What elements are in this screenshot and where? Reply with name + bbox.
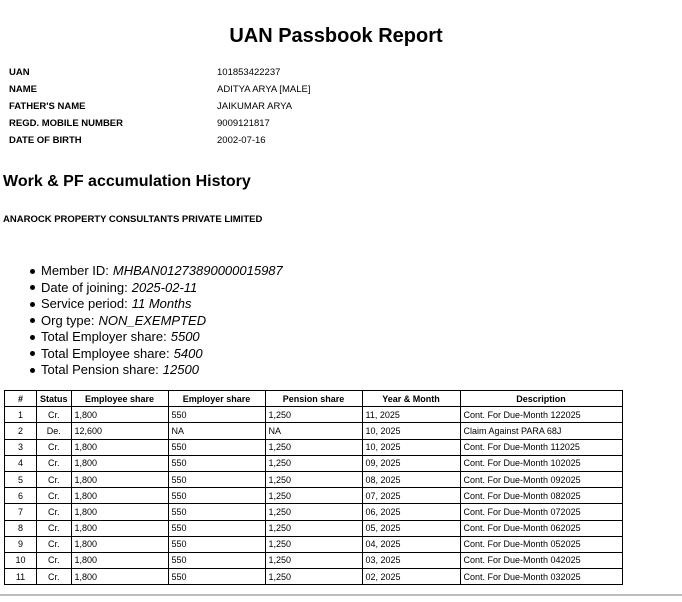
cell-status: Cr. [37, 439, 72, 455]
info-row-fathers-name [9, 101, 310, 118]
detail-service-period [22, 296, 283, 313]
cell-employee-share: 1,800 [71, 439, 168, 455]
cell-pension-share: 1,250 [265, 520, 362, 536]
cell-pension-share: 1,250 [265, 439, 362, 455]
cell-index: 7 [5, 504, 37, 520]
cell-description: Cont. For Due-Month 042025 [460, 552, 622, 568]
cell-status: Cr. [37, 471, 72, 487]
cell-status: Cr. [37, 536, 72, 552]
cell-status: Cr. [37, 569, 72, 585]
cell-year-month: 05, 2025 [362, 520, 460, 536]
detail-label: Member ID: [41, 263, 109, 279]
detail-label: Total Employer share: [41, 329, 167, 345]
table-row [5, 455, 623, 471]
detail-label: Total Employee share: [41, 345, 170, 361]
cell-index: 10 [5, 552, 37, 568]
cell-pension-share: 1,250 [265, 536, 362, 552]
info-value: 2002-07-16 [217, 135, 266, 146]
table-row [5, 536, 623, 552]
cell-status: De. [37, 423, 72, 439]
cell-employer-share: 550 [168, 407, 265, 423]
cell-employee-share: 1,800 [71, 471, 168, 487]
cell-employer-share: 550 [168, 439, 265, 455]
cell-index: 2 [5, 423, 37, 439]
cell-year-month: 11, 2025 [362, 407, 460, 423]
bullet-icon [30, 368, 35, 373]
cell-index: 11 [5, 569, 37, 585]
cell-description: Claim Against PARA 68J [460, 423, 622, 439]
company-name: ANAROCK PROPERTY CONSULTANTS PRIVATE LIMITED [3, 214, 263, 225]
detail-value: 11 Months [131, 296, 192, 312]
history-heading: Work & PF accumulation History [3, 173, 251, 190]
cell-pension-share: 1,250 [265, 455, 362, 471]
cell-year-month: 02, 2025 [362, 569, 460, 585]
cell-index: 1 [5, 407, 37, 423]
info-value: JAIKUMAR ARYA [217, 101, 293, 112]
cell-status: Cr. [37, 455, 72, 471]
cell-employer-share: 550 [168, 520, 265, 536]
col-header-year-month: Year & Month [362, 391, 460, 407]
cell-employee-share: 1,800 [71, 536, 168, 552]
detail-value: 5400 [173, 345, 203, 361]
cell-employer-share: 550 [168, 488, 265, 504]
cell-index: 9 [5, 536, 37, 552]
info-value: 9009121817 [217, 118, 270, 129]
bullet-icon [30, 285, 35, 290]
cell-pension-share: 1,250 [265, 552, 362, 568]
info-row-dob [9, 135, 310, 152]
cell-description: Cont. For Due-Month 072025 [460, 504, 622, 520]
cell-description: Cont. For Due-Month 082025 [460, 488, 622, 504]
bullet-icon [30, 269, 35, 274]
table-row [5, 407, 623, 423]
cell-index: 3 [5, 439, 37, 455]
detail-value: 5500 [170, 329, 200, 345]
cell-year-month: 10, 2025 [362, 439, 460, 455]
cell-employee-share: 1,800 [71, 569, 168, 585]
detail-date-of-joining [22, 280, 283, 297]
table-row [5, 439, 623, 455]
cell-status: Cr. [37, 488, 72, 504]
cell-status: Cr. [37, 504, 72, 520]
cell-index: 5 [5, 471, 37, 487]
cell-status: Cr. [37, 520, 72, 536]
cell-pension-share: 1,250 [265, 488, 362, 504]
cell-employee-share: 1,800 [71, 407, 168, 423]
bullet-icon [30, 335, 35, 340]
cell-employee-share: 1,800 [71, 488, 168, 504]
cell-employee-share: 1,800 [71, 552, 168, 568]
cell-employer-share: 550 [168, 552, 265, 568]
cell-description: Cont. For Due-Month 092025 [460, 471, 622, 487]
cell-description: Cont. For Due-Month 122025 [460, 407, 622, 423]
cell-employee-share: 1,800 [71, 520, 168, 536]
bullet-icon [30, 318, 35, 323]
cell-employer-share: NA [168, 423, 265, 439]
cell-description: Cont. For Due-Month 052025 [460, 536, 622, 552]
table-row [5, 504, 623, 520]
info-value: 101853422237 [217, 67, 281, 78]
detail-value: MHBAN01273890000015987 [112, 263, 283, 279]
detail-value: NON_EXEMPTED [98, 312, 207, 328]
detail-value: 2025-02-11 [131, 279, 198, 295]
table-row [5, 569, 623, 585]
detail-employee-share [22, 346, 283, 363]
passbook-table [4, 390, 623, 585]
info-label: DATE OF BIRTH [9, 135, 82, 146]
cell-year-month: 09, 2025 [362, 455, 460, 471]
detail-value: 12500 [162, 362, 199, 378]
cell-description: Cont. For Due-Month 032025 [460, 569, 622, 585]
cell-year-month: 07, 2025 [362, 488, 460, 504]
cell-employee-share: 12,600 [71, 423, 168, 439]
cell-pension-share: 1,250 [265, 407, 362, 423]
table-row [5, 520, 623, 536]
member-info [9, 67, 310, 152]
cell-year-month: 06, 2025 [362, 504, 460, 520]
detail-label: Date of joining: [41, 279, 128, 295]
info-row-mobile [9, 118, 310, 135]
table-row [5, 423, 623, 439]
cell-pension-share: 1,250 [265, 569, 362, 585]
col-header-description: Description [460, 391, 622, 407]
cell-pension-share: 1,250 [265, 504, 362, 520]
col-header-status: Status [37, 391, 72, 407]
col-header-pension-share: Pension share [265, 391, 362, 407]
cell-employer-share: 550 [168, 455, 265, 471]
detail-label: Total Pension share: [41, 362, 159, 378]
table-row [5, 488, 623, 504]
cell-employer-share: 550 [168, 569, 265, 585]
cell-status: Cr. [37, 552, 72, 568]
info-row-name [9, 84, 310, 101]
table-row [5, 552, 623, 568]
detail-pension-share [22, 362, 283, 379]
col-header-index: # [5, 391, 37, 407]
cell-pension-share: NA [265, 423, 362, 439]
info-label: NAME [9, 84, 37, 95]
cell-pension-share: 1,250 [265, 471, 362, 487]
info-value: ADITYA ARYA [MALE] [217, 84, 311, 95]
cell-description: Cont. For Due-Month 112025 [460, 439, 622, 455]
cell-employer-share: 550 [168, 471, 265, 487]
bullet-icon [30, 302, 35, 307]
cell-year-month: 08, 2025 [362, 471, 460, 487]
detail-label: Org type: [41, 312, 95, 328]
cell-year-month: 10, 2025 [362, 423, 460, 439]
cell-year-month: 04, 2025 [362, 536, 460, 552]
info-label: FATHER'S NAME [9, 101, 86, 112]
cell-index: 6 [5, 488, 37, 504]
cell-index: 4 [5, 455, 37, 471]
cell-employer-share: 550 [168, 504, 265, 520]
cell-employee-share: 1,800 [71, 504, 168, 520]
info-label: UAN [9, 67, 30, 78]
detail-label: Service period: [41, 296, 128, 312]
info-row-uan [9, 67, 310, 84]
detail-member-id [22, 263, 283, 280]
table-header-row [5, 391, 623, 407]
cell-year-month: 03, 2025 [362, 552, 460, 568]
col-header-employer-share: Employer share [168, 391, 265, 407]
member-details-list [22, 263, 283, 379]
bottom-divider [0, 594, 682, 596]
cell-index: 8 [5, 520, 37, 536]
cell-description: Cont. For Due-Month 062025 [460, 520, 622, 536]
cell-employee-share: 1,800 [71, 455, 168, 471]
cell-description: Cont. For Due-Month 102025 [460, 455, 622, 471]
col-header-employee-share: Employee share [71, 391, 168, 407]
cell-employer-share: 550 [168, 536, 265, 552]
bullet-icon [30, 351, 35, 356]
detail-org-type [22, 313, 283, 330]
cell-status: Cr. [37, 407, 72, 423]
report-title: UAN Passbook Report [229, 25, 443, 47]
detail-employer-share [22, 329, 283, 346]
info-label: REGD. MOBILE NUMBER [9, 118, 123, 129]
table-row [5, 471, 623, 487]
